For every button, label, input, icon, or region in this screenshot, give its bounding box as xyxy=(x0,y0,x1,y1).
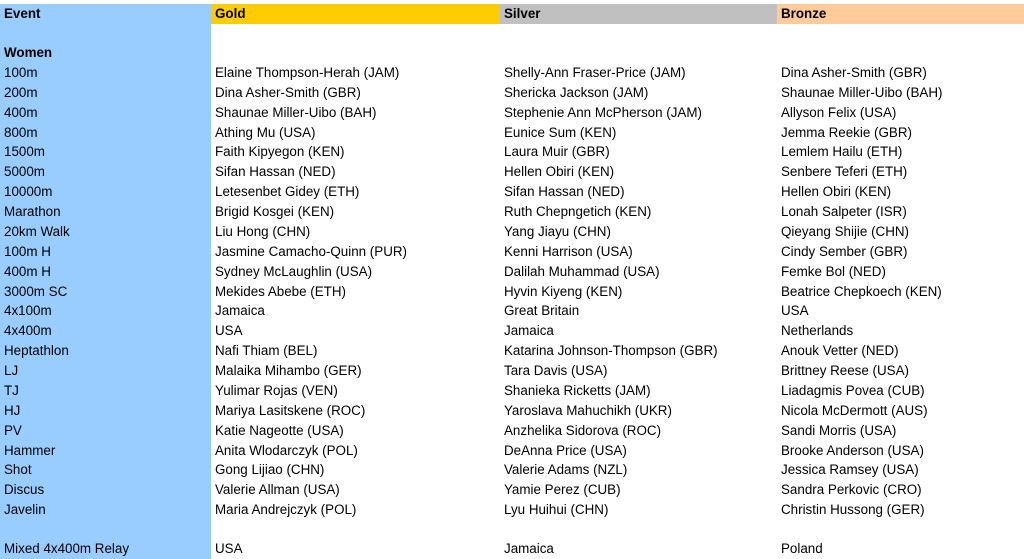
event-cell[interactable]: Javelin xyxy=(0,500,211,520)
table-row xyxy=(0,282,1024,302)
gold-cell[interactable]: Mariya Lasitskene (ROC) xyxy=(215,402,366,418)
bronze-cell[interactable]: Netherlands xyxy=(781,323,854,339)
table-row xyxy=(0,441,1024,461)
section-row xyxy=(0,43,1024,63)
silver-cell[interactable]: Eunice Sum (KEN) xyxy=(504,124,617,140)
empty-event-cell[interactable] xyxy=(0,24,211,44)
gold-cell[interactable]: Yulimar Rojas (VEN) xyxy=(215,382,338,398)
bronze-cell[interactable]: Senbere Teferi (ETH) xyxy=(781,164,908,180)
section-label-women[interactable]: Women xyxy=(0,43,211,63)
event-cell[interactable]: 10000m xyxy=(0,182,211,202)
gold-cell[interactable]: USA xyxy=(215,323,243,339)
table-row xyxy=(0,500,1024,520)
event-cell[interactable]: Mixed 4x400m Relay xyxy=(0,539,211,559)
gold-cell[interactable]: Nafi Thiam (BEL) xyxy=(215,343,318,359)
silver-cell[interactable]: Sifan Hassan (NED) xyxy=(504,184,625,200)
silver-cell[interactable]: Hyvin Kiyeng (KEN) xyxy=(504,283,623,299)
gold-cell[interactable]: Valerie Allman (USA) xyxy=(215,482,340,498)
table-row xyxy=(0,242,1024,262)
table-row xyxy=(0,103,1024,123)
table-row xyxy=(0,480,1024,500)
event-cell[interactable]: 400m xyxy=(0,103,211,123)
silver-cell[interactable]: Lyu Huihui (CHN) xyxy=(504,502,609,518)
table-row xyxy=(0,222,1024,242)
event-cell[interactable]: 800m xyxy=(0,123,211,143)
gold-cell[interactable]: Elaine Thompson-Herah (JAM) xyxy=(215,65,400,80)
silver-cell[interactable]: Stephenie Ann McPherson (JAM) xyxy=(504,104,702,120)
gold-cell[interactable]: Shaunae Miller-Uibo (BAH) xyxy=(215,104,377,120)
empty-row xyxy=(0,519,1024,539)
event-cell[interactable]: 200m xyxy=(0,83,211,103)
event-cell[interactable]: 1500m xyxy=(0,142,211,162)
table-row xyxy=(0,63,1024,83)
table-row xyxy=(0,301,1024,321)
event-cell[interactable]: PV xyxy=(0,421,211,441)
bronze-cell[interactable]: Hellen Obiri (KEN) xyxy=(781,184,892,200)
silver-cell[interactable]: Shelly-Ann Fraser-Price (JAM) xyxy=(504,65,686,80)
silver-cell[interactable]: Dalilah Muhammad (USA) xyxy=(504,263,660,279)
table-row xyxy=(0,123,1024,143)
gold-cell[interactable]: Jasmine Camacho-Quinn (PUR) xyxy=(215,243,407,259)
bronze-cell[interactable]: Christin Hussong (GER) xyxy=(781,502,925,518)
event-cell[interactable]: Hammer xyxy=(0,441,211,461)
table-row xyxy=(0,162,1024,182)
header-bronze[interactable]: Bronze xyxy=(777,4,1024,24)
bronze-cell[interactable]: Femke Bol (NED) xyxy=(781,263,886,279)
gold-cell[interactable]: USA xyxy=(215,541,243,556)
table-row xyxy=(0,83,1024,103)
bronze-cell[interactable]: Allyson Felix (USA) xyxy=(781,104,897,120)
table-row xyxy=(0,182,1024,202)
bronze-cell[interactable]: Lemlem Hailu (ETH) xyxy=(781,144,903,160)
table-row xyxy=(0,460,1024,480)
event-cell[interactable]: TJ xyxy=(0,381,211,401)
bronze-cell[interactable]: Poland xyxy=(781,541,823,556)
silver-cell[interactable]: Yaroslava Mahuchikh (UKR) xyxy=(504,402,672,418)
mixed-relay-row xyxy=(0,539,1024,559)
bronze-cell[interactable]: Brooke Anderson (USA) xyxy=(781,442,924,458)
silver-cell[interactable]: Ruth Chepngetich (KEN) xyxy=(504,204,652,220)
event-cell[interactable]: 20km Walk xyxy=(0,222,211,242)
silver-cell[interactable]: Shericka Jackson (JAM) xyxy=(504,84,649,100)
silver-cell[interactable]: Laura Muir (GBR) xyxy=(504,144,610,160)
event-cell[interactable]: 3000m SC xyxy=(0,282,211,302)
table-row xyxy=(0,202,1024,222)
silver-cell[interactable]: Kenni Harrison (USA) xyxy=(504,243,633,259)
silver-cell[interactable]: Jamaica xyxy=(504,323,554,339)
gold-cell[interactable]: Athing Mu (USA) xyxy=(215,124,316,140)
gold-cell[interactable]: Sifan Hassan (NED) xyxy=(215,164,336,180)
header-gold[interactable]: Gold xyxy=(211,4,500,24)
table-row xyxy=(0,262,1024,282)
event-cell[interactable]: 4x400m xyxy=(0,321,211,341)
silver-cell[interactable]: Anzhelika Sidorova (ROC) xyxy=(504,422,662,438)
bronze-cell[interactable]: USA xyxy=(781,303,809,319)
silver-cell[interactable]: Valerie Adams (NZL) xyxy=(504,462,628,478)
bronze-cell[interactable]: Shaunae Miller-Uibo (BAH) xyxy=(781,84,943,100)
gold-cell[interactable]: Malaika Mihambo (GER) xyxy=(215,363,362,379)
event-cell[interactable]: 5000m xyxy=(0,162,211,182)
bronze-cell[interactable]: Brittney Reese (USA) xyxy=(781,363,909,379)
bronze-cell[interactable]: Sandi Morris (USA) xyxy=(781,422,897,438)
gold-cell[interactable]: Anita Wlodarczyk (POL) xyxy=(215,442,358,458)
event-cell[interactable]: Shot xyxy=(0,460,211,480)
empty-event-cell[interactable] xyxy=(0,519,211,539)
header-silver[interactable]: Silver xyxy=(500,4,777,24)
event-cell[interactable]: 100m H xyxy=(0,242,211,262)
silver-cell[interactable]: Yamie Perez (CUB) xyxy=(504,482,621,498)
silver-cell[interactable]: DeAnna Price (USA) xyxy=(504,442,627,458)
bronze-cell[interactable]: Cindy Sember (GBR) xyxy=(781,243,908,259)
event-cell[interactable]: 100m xyxy=(0,63,211,83)
table-row xyxy=(0,321,1024,341)
gold-cell[interactable]: Katie Nageotte (USA) xyxy=(215,422,344,438)
header-event[interactable]: Event xyxy=(0,4,211,24)
table-row xyxy=(0,142,1024,162)
silver-cell[interactable]: Great Britain xyxy=(504,303,580,319)
bronze-cell[interactable]: Lonah Salpeter (ISR) xyxy=(781,204,907,220)
event-cell[interactable]: 4x100m xyxy=(0,301,211,321)
gold-cell[interactable]: Liu Hong (CHN) xyxy=(215,223,311,239)
gold-cell[interactable]: Mekides Abebe (ETH) xyxy=(215,283,346,299)
bronze-cell[interactable]: Anouk Vetter (NED) xyxy=(781,343,899,359)
gold-cell[interactable]: Maria Andrejczyk (POL) xyxy=(215,502,357,518)
bronze-cell[interactable]: Beatrice Chepkoech (KEN) xyxy=(781,283,942,299)
event-cell[interactable]: HJ xyxy=(0,401,211,421)
silver-cell[interactable]: Katarina Johnson-Thompson (GBR) xyxy=(504,343,718,359)
gold-cell[interactable]: Jamaica xyxy=(215,303,265,319)
gold-cell[interactable]: Dina Asher-Smith (GBR) xyxy=(215,84,361,100)
bronze-cell[interactable]: Nicola McDermott (AUS) xyxy=(781,402,928,418)
event-cell[interactable]: LJ xyxy=(0,361,211,381)
event-cell[interactable]: Marathon xyxy=(0,202,211,222)
event-cell[interactable]: Discus xyxy=(0,480,211,500)
bronze-cell[interactable]: Dina Asher-Smith (GBR) xyxy=(781,65,927,80)
table-row xyxy=(0,341,1024,361)
bronze-cell[interactable]: Liadagmis Povea (CUB) xyxy=(781,382,925,398)
bronze-cell[interactable]: Qieyang Shijie (CHN) xyxy=(781,223,909,239)
event-cell[interactable]: Heptathlon xyxy=(0,341,211,361)
table-row xyxy=(0,361,1024,381)
table-row xyxy=(0,401,1024,421)
table-row xyxy=(0,421,1024,441)
gold-cell[interactable]: Brigid Kosgei (KEN) xyxy=(215,204,335,220)
event-cell[interactable]: 400m H xyxy=(0,262,211,282)
bronze-cell[interactable]: Sandra Perkovic (CRO) xyxy=(781,482,922,498)
empty-row xyxy=(0,24,1024,44)
silver-cell[interactable]: Jamaica xyxy=(504,541,554,556)
header-row xyxy=(0,4,1024,24)
silver-cell[interactable]: Yang Jiayu (CHN) xyxy=(504,223,611,239)
bronze-cell[interactable]: Jessica Ramsey (USA) xyxy=(781,462,919,478)
bronze-cell[interactable]: Jemma Reekie (GBR) xyxy=(781,124,912,140)
gold-cell[interactable]: Letesenbet Gidey (ETH) xyxy=(215,184,360,200)
silver-cell[interactable]: Shanieka Ricketts (JAM) xyxy=(504,382,651,398)
table-row xyxy=(0,381,1024,401)
silver-cell[interactable]: Hellen Obiri (KEN) xyxy=(504,164,615,180)
gold-cell[interactable]: Faith Kipyegon (KEN) xyxy=(215,144,345,160)
gold-cell[interactable]: Sydney McLaughlin (USA) xyxy=(215,263,373,279)
gold-cell[interactable]: Gong Lijiao (CHN) xyxy=(215,462,325,478)
silver-cell[interactable]: Tara Davis (USA) xyxy=(504,363,608,379)
